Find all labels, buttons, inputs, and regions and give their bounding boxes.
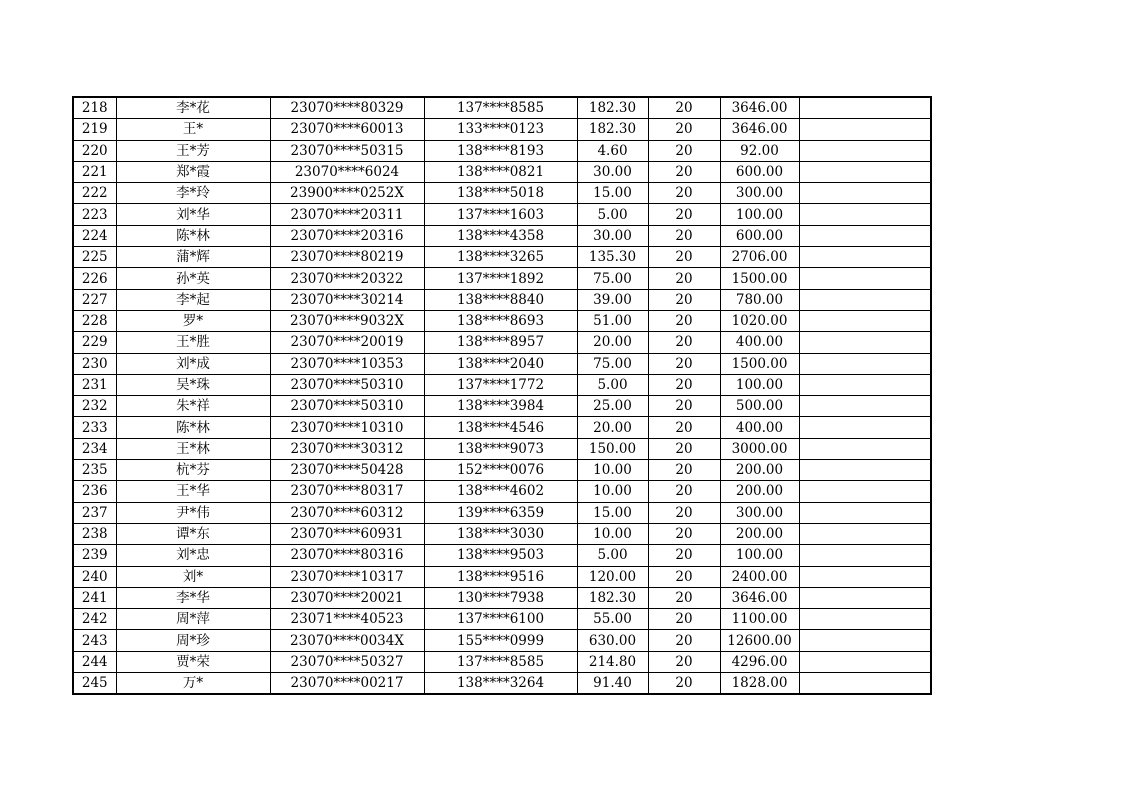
table-row xyxy=(73,566,931,587)
row-number-cell: 239 xyxy=(73,545,116,566)
name-cell: 周*珍 xyxy=(116,630,270,651)
id-number-cell: 23070****6024 xyxy=(270,161,424,182)
row-number-cell: 223 xyxy=(73,204,116,225)
table-row xyxy=(73,417,931,438)
phone-cell: 138****3265 xyxy=(424,247,577,268)
rate-cell: 20 xyxy=(648,374,720,395)
table-row xyxy=(73,460,931,481)
area-cell: 51.00 xyxy=(577,310,648,331)
table-row xyxy=(73,140,931,161)
row-number-cell: 220 xyxy=(73,140,116,161)
remark-cell xyxy=(799,566,931,587)
table-row xyxy=(73,289,931,310)
table-row xyxy=(73,353,931,374)
area-cell: 214.80 xyxy=(577,651,648,672)
table-row xyxy=(73,651,931,672)
row-number-cell: 224 xyxy=(73,225,116,246)
area-cell: 20.00 xyxy=(577,332,648,353)
amount-cell: 600.00 xyxy=(720,161,799,182)
area-cell: 39.00 xyxy=(577,289,648,310)
amount-cell: 3646.00 xyxy=(720,119,799,140)
table-row xyxy=(73,502,931,523)
remark-cell xyxy=(799,247,931,268)
id-number-cell: 23070****50428 xyxy=(270,460,424,481)
rate-cell: 20 xyxy=(648,609,720,630)
row-number-cell: 234 xyxy=(73,438,116,459)
remark-cell xyxy=(799,353,931,374)
amount-cell: 200.00 xyxy=(720,523,799,544)
row-number-cell: 237 xyxy=(73,502,116,523)
amount-cell: 300.00 xyxy=(720,183,799,204)
area-cell: 25.00 xyxy=(577,396,648,417)
amount-cell: 3646.00 xyxy=(720,587,799,608)
area-cell: 30.00 xyxy=(577,225,648,246)
area-cell: 120.00 xyxy=(577,566,648,587)
table-row xyxy=(73,247,931,268)
amount-cell: 1020.00 xyxy=(720,310,799,331)
rate-cell: 20 xyxy=(648,140,720,161)
rate-cell: 20 xyxy=(648,97,720,119)
row-number-cell: 227 xyxy=(73,289,116,310)
row-number-cell: 218 xyxy=(73,97,116,119)
data-table xyxy=(72,96,932,695)
table-row xyxy=(73,268,931,289)
phone-cell: 138****9503 xyxy=(424,545,577,566)
phone-cell: 138****4358 xyxy=(424,225,577,246)
id-number-cell: 23070****30214 xyxy=(270,289,424,310)
name-cell: 李*花 xyxy=(116,97,270,119)
id-number-cell: 23070****10317 xyxy=(270,566,424,587)
id-number-cell: 23070****9032X xyxy=(270,310,424,331)
phone-cell: 152****0076 xyxy=(424,460,577,481)
amount-cell: 4296.00 xyxy=(720,651,799,672)
rate-cell: 20 xyxy=(648,481,720,502)
amount-cell: 12600.00 xyxy=(720,630,799,651)
table-row xyxy=(73,396,931,417)
rate-cell: 20 xyxy=(648,417,720,438)
amount-cell: 2706.00 xyxy=(720,247,799,268)
area-cell: 15.00 xyxy=(577,183,648,204)
remark-cell xyxy=(799,289,931,310)
area-cell: 30.00 xyxy=(577,161,648,182)
id-number-cell: 23070****60931 xyxy=(270,523,424,544)
phone-cell: 137****1772 xyxy=(424,374,577,395)
name-cell: 刘*成 xyxy=(116,353,270,374)
phone-cell: 137****1603 xyxy=(424,204,577,225)
rate-cell: 20 xyxy=(648,587,720,608)
rate-cell: 20 xyxy=(648,460,720,481)
area-cell: 10.00 xyxy=(577,481,648,502)
rate-cell: 20 xyxy=(648,502,720,523)
remark-cell xyxy=(799,481,931,502)
row-number-cell: 243 xyxy=(73,630,116,651)
remark-cell xyxy=(799,225,931,246)
amount-cell: 600.00 xyxy=(720,225,799,246)
name-cell: 陈*林 xyxy=(116,225,270,246)
area-cell: 135.30 xyxy=(577,247,648,268)
area-cell: 182.30 xyxy=(577,119,648,140)
table-row xyxy=(73,204,931,225)
phone-cell: 138****4546 xyxy=(424,417,577,438)
rate-cell: 20 xyxy=(648,289,720,310)
amount-cell: 300.00 xyxy=(720,502,799,523)
amount-cell: 3646.00 xyxy=(720,97,799,119)
phone-cell: 138****8957 xyxy=(424,332,577,353)
rate-cell: 20 xyxy=(648,523,720,544)
table-row xyxy=(73,332,931,353)
area-cell: 91.40 xyxy=(577,673,648,695)
id-number-cell: 23071****40523 xyxy=(270,609,424,630)
remark-cell xyxy=(799,502,931,523)
id-number-cell: 23070****80329 xyxy=(270,97,424,119)
amount-cell: 1828.00 xyxy=(720,673,799,695)
rate-cell: 20 xyxy=(648,353,720,374)
id-number-cell: 23070****80316 xyxy=(270,545,424,566)
remark-cell xyxy=(799,438,931,459)
table-row xyxy=(73,545,931,566)
area-cell: 10.00 xyxy=(577,523,648,544)
table-row xyxy=(73,161,931,182)
name-cell: 王*林 xyxy=(116,438,270,459)
row-number-cell: 222 xyxy=(73,183,116,204)
name-cell: 朱*祥 xyxy=(116,396,270,417)
amount-cell: 1500.00 xyxy=(720,353,799,374)
name-cell: 李*玲 xyxy=(116,183,270,204)
name-cell: 蒲*辉 xyxy=(116,247,270,268)
remark-cell xyxy=(799,97,931,119)
amount-cell: 100.00 xyxy=(720,545,799,566)
amount-cell: 780.00 xyxy=(720,289,799,310)
remark-cell xyxy=(799,161,931,182)
name-cell: 郑*霞 xyxy=(116,161,270,182)
row-number-cell: 219 xyxy=(73,119,116,140)
row-number-cell: 244 xyxy=(73,651,116,672)
id-number-cell: 23070****80317 xyxy=(270,481,424,502)
area-cell: 150.00 xyxy=(577,438,648,459)
table-row xyxy=(73,673,931,695)
table-row xyxy=(73,587,931,608)
row-number-cell: 226 xyxy=(73,268,116,289)
id-number-cell: 23070****20316 xyxy=(270,225,424,246)
id-number-cell: 23070****20311 xyxy=(270,204,424,225)
amount-cell: 1500.00 xyxy=(720,268,799,289)
amount-cell: 200.00 xyxy=(720,460,799,481)
name-cell: 杭*芬 xyxy=(116,460,270,481)
id-number-cell: 23070****50310 xyxy=(270,374,424,395)
id-number-cell: 23070****20021 xyxy=(270,587,424,608)
row-number-cell: 229 xyxy=(73,332,116,353)
name-cell: 周*萍 xyxy=(116,609,270,630)
name-cell: 王* xyxy=(116,119,270,140)
area-cell: 182.30 xyxy=(577,97,648,119)
remark-cell xyxy=(799,268,931,289)
id-number-cell: 23070****10353 xyxy=(270,353,424,374)
table-row xyxy=(73,183,931,204)
amount-cell: 100.00 xyxy=(720,204,799,225)
phone-cell: 138****8840 xyxy=(424,289,577,310)
name-cell: 王*华 xyxy=(116,481,270,502)
row-number-cell: 228 xyxy=(73,310,116,331)
amount-cell: 500.00 xyxy=(720,396,799,417)
amount-cell: 400.00 xyxy=(720,417,799,438)
phone-cell: 138****5018 xyxy=(424,183,577,204)
name-cell: 陈*林 xyxy=(116,417,270,438)
remark-cell xyxy=(799,523,931,544)
area-cell: 15.00 xyxy=(577,502,648,523)
table-row xyxy=(73,374,931,395)
id-number-cell: 23900****0252X xyxy=(270,183,424,204)
rate-cell: 20 xyxy=(648,268,720,289)
phone-cell: 130****7938 xyxy=(424,587,577,608)
remark-cell xyxy=(799,417,931,438)
area-cell: 5.00 xyxy=(577,545,648,566)
remark-cell xyxy=(799,204,931,225)
id-number-cell: 23070****60312 xyxy=(270,502,424,523)
row-number-cell: 235 xyxy=(73,460,116,481)
phone-cell: 138****4602 xyxy=(424,481,577,502)
area-cell: 75.00 xyxy=(577,353,648,374)
phone-cell: 137****8585 xyxy=(424,97,577,119)
rate-cell: 20 xyxy=(648,183,720,204)
phone-cell: 133****0123 xyxy=(424,119,577,140)
amount-cell: 2400.00 xyxy=(720,566,799,587)
name-cell: 王*胜 xyxy=(116,332,270,353)
remark-cell xyxy=(799,460,931,481)
remark-cell xyxy=(799,587,931,608)
id-number-cell: 23070****50315 xyxy=(270,140,424,161)
remark-cell xyxy=(799,673,931,695)
name-cell: 刘* xyxy=(116,566,270,587)
id-number-cell: 23070****60013 xyxy=(270,119,424,140)
phone-cell: 137****8585 xyxy=(424,651,577,672)
phone-cell: 138****3984 xyxy=(424,396,577,417)
table-row xyxy=(73,225,931,246)
id-number-cell: 23070****30312 xyxy=(270,438,424,459)
name-cell: 孙*英 xyxy=(116,268,270,289)
name-cell: 万* xyxy=(116,673,270,695)
table-row xyxy=(73,630,931,651)
area-cell: 4.60 xyxy=(577,140,648,161)
row-number-cell: 238 xyxy=(73,523,116,544)
name-cell: 谭*东 xyxy=(116,523,270,544)
rate-cell: 20 xyxy=(648,673,720,695)
amount-cell: 92.00 xyxy=(720,140,799,161)
id-number-cell: 23070****20019 xyxy=(270,332,424,353)
phone-cell: 137****6100 xyxy=(424,609,577,630)
phone-cell: 155****0999 xyxy=(424,630,577,651)
table-body xyxy=(73,97,931,694)
name-cell: 王*芳 xyxy=(116,140,270,161)
id-number-cell: 23070****50310 xyxy=(270,396,424,417)
area-cell: 75.00 xyxy=(577,268,648,289)
name-cell: 贾*荣 xyxy=(116,651,270,672)
rate-cell: 20 xyxy=(648,161,720,182)
rate-cell: 20 xyxy=(648,438,720,459)
phone-cell: 138****3264 xyxy=(424,673,577,695)
amount-cell: 400.00 xyxy=(720,332,799,353)
row-number-cell: 240 xyxy=(73,566,116,587)
amount-cell: 200.00 xyxy=(720,481,799,502)
table-row xyxy=(73,438,931,459)
phone-cell: 138****3030 xyxy=(424,523,577,544)
name-cell: 李*华 xyxy=(116,587,270,608)
phone-cell: 137****1892 xyxy=(424,268,577,289)
name-cell: 罗* xyxy=(116,310,270,331)
remark-cell xyxy=(799,140,931,161)
amount-cell: 100.00 xyxy=(720,374,799,395)
area-cell: 20.00 xyxy=(577,417,648,438)
table-row xyxy=(73,97,931,119)
phone-cell: 138****9516 xyxy=(424,566,577,587)
id-number-cell: 23070****10310 xyxy=(270,417,424,438)
table-row xyxy=(73,119,931,140)
id-number-cell: 23070****00217 xyxy=(270,673,424,695)
remark-cell xyxy=(799,332,931,353)
row-number-cell: 225 xyxy=(73,247,116,268)
area-cell: 630.00 xyxy=(577,630,648,651)
row-number-cell: 232 xyxy=(73,396,116,417)
id-number-cell: 23070****20322 xyxy=(270,268,424,289)
row-number-cell: 231 xyxy=(73,374,116,395)
rate-cell: 20 xyxy=(648,332,720,353)
phone-cell: 138****8693 xyxy=(424,310,577,331)
area-cell: 10.00 xyxy=(577,460,648,481)
remark-cell xyxy=(799,183,931,204)
id-number-cell: 23070****0034X xyxy=(270,630,424,651)
id-number-cell: 23070****50327 xyxy=(270,651,424,672)
remark-cell xyxy=(799,630,931,651)
amount-cell: 1100.00 xyxy=(720,609,799,630)
name-cell: 刘*华 xyxy=(116,204,270,225)
rate-cell: 20 xyxy=(648,225,720,246)
phone-cell: 138****9073 xyxy=(424,438,577,459)
name-cell: 尹*伟 xyxy=(116,502,270,523)
remark-cell xyxy=(799,119,931,140)
rate-cell: 20 xyxy=(648,651,720,672)
name-cell: 吴*珠 xyxy=(116,374,270,395)
remark-cell xyxy=(799,310,931,331)
row-number-cell: 233 xyxy=(73,417,116,438)
name-cell: 李*起 xyxy=(116,289,270,310)
rate-cell: 20 xyxy=(648,247,720,268)
remark-cell xyxy=(799,396,931,417)
remark-cell xyxy=(799,651,931,672)
table-row xyxy=(73,609,931,630)
rate-cell: 20 xyxy=(648,310,720,331)
area-cell: 5.00 xyxy=(577,374,648,395)
id-number-cell: 23070****80219 xyxy=(270,247,424,268)
rate-cell: 20 xyxy=(648,396,720,417)
phone-cell: 138****0821 xyxy=(424,161,577,182)
row-number-cell: 236 xyxy=(73,481,116,502)
table-row xyxy=(73,310,931,331)
rate-cell: 20 xyxy=(648,119,720,140)
rate-cell: 20 xyxy=(648,566,720,587)
row-number-cell: 245 xyxy=(73,673,116,695)
remark-cell xyxy=(799,609,931,630)
row-number-cell: 230 xyxy=(73,353,116,374)
row-number-cell: 242 xyxy=(73,609,116,630)
remark-cell xyxy=(799,374,931,395)
area-cell: 182.30 xyxy=(577,587,648,608)
rate-cell: 20 xyxy=(648,545,720,566)
name-cell: 刘*忠 xyxy=(116,545,270,566)
table-row xyxy=(73,481,931,502)
area-cell: 55.00 xyxy=(577,609,648,630)
amount-cell: 3000.00 xyxy=(720,438,799,459)
remark-cell xyxy=(799,545,931,566)
rate-cell: 20 xyxy=(648,204,720,225)
phone-cell: 138****2040 xyxy=(424,353,577,374)
phone-cell: 139****6359 xyxy=(424,502,577,523)
row-number-cell: 241 xyxy=(73,587,116,608)
row-number-cell: 221 xyxy=(73,161,116,182)
table-row xyxy=(73,523,931,544)
phone-cell: 138****8193 xyxy=(424,140,577,161)
rate-cell: 20 xyxy=(648,630,720,651)
area-cell: 5.00 xyxy=(577,204,648,225)
